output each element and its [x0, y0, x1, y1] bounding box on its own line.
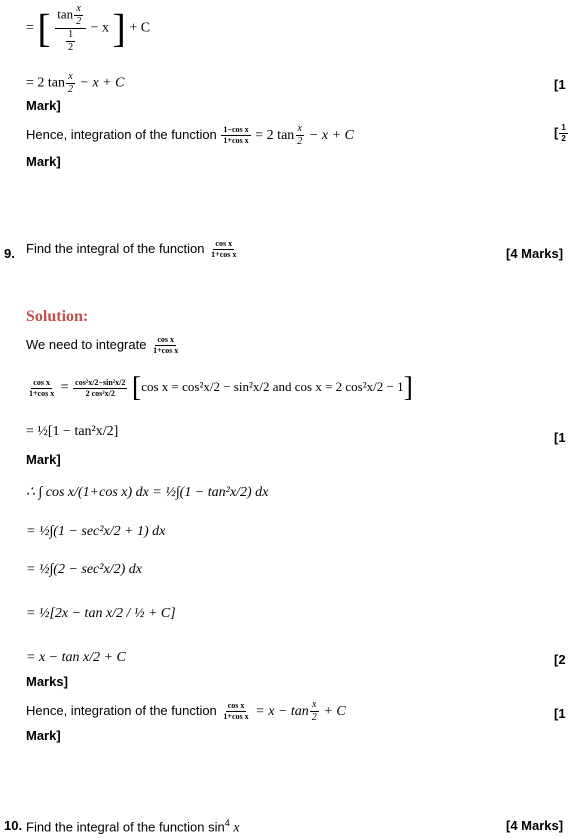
mark-label: [1 [554, 77, 566, 92]
solution-step-4: = ½∫(1 − sec²x/2 + 1) dx [26, 524, 166, 539]
solution-step-5: = ½∫(2 − sec²x/2) dx [26, 562, 142, 577]
solution-step-3: ∴ ∫ cos x/(1+cos x) dx = ½∫(1 − tan²x/2) dx [26, 485, 269, 500]
mark-label: Mark] [26, 98, 61, 113]
eq-line-2: = 2 tan $\frac{x}{2}$ − x + C [26, 71, 125, 95]
mark-label: [1 [554, 706, 566, 721]
question-text: Find the integral of the function $\frac{\text{cos x}}{\text{1+cos x}}$ [26, 239, 237, 259]
hence-line-a: Hence, integration of the function $\frac{\text{1−cos x}}{\text{1+cos x}}$ = 2 tan $\frac{x}{2}$ − x + C [26, 123, 354, 147]
solution-intro: We need to integrate $\frac{\text{cos x}}{\text{1+cos x}}$ [26, 335, 179, 355]
eq-line-1: = [ tan $\frac{x}{2}$ $\frac{1}{2}$ − x ] + C [26, 3, 151, 53]
question-text: Find the integral of the function $\sin^4 x$ [26, 818, 240, 836]
solution-hence: Hence, integration of the function $\frac{\text{cos x}}{\text{1+cos x}}$ = x − tan $\frac{x}{2}$ + C [26, 699, 346, 723]
mark-label: [ $\frac{1}{2}$ [554, 123, 566, 143]
mark-label: [1 [554, 430, 566, 445]
question-marks: [4 Marks] [506, 818, 564, 833]
solution-heading: Solution: [26, 308, 89, 325]
mark-label: Mark] [26, 452, 61, 467]
solution-step-2: = ½[1 − tan²x/2] [26, 424, 119, 439]
solution-step-1: $\frac{\text{cos x}}{\text{1+cos x}}$ = $\frac{\text{cos²x/2−sin²x/2}}{\text{2 cos²x/2}}$ [cos x = cos²x/2 − sin²x/2 and cos x = 2 cos²x/2 − 1] [29, 372, 413, 403]
question-marks: [4 Marks] [506, 246, 564, 261]
mark-label: Marks] [26, 674, 68, 689]
solution-step-6: = ½[2x − tan x/2 / ½ + C] [26, 606, 176, 621]
mark-label: Mark] [26, 728, 61, 743]
solution-step-7: = x − tan x/2 + C [26, 650, 126, 665]
mark-label: Mark] [26, 154, 61, 169]
question-number: 10. [4, 818, 23, 833]
question-number: 9. [4, 246, 15, 261]
mark-label: [2 [554, 652, 566, 667]
